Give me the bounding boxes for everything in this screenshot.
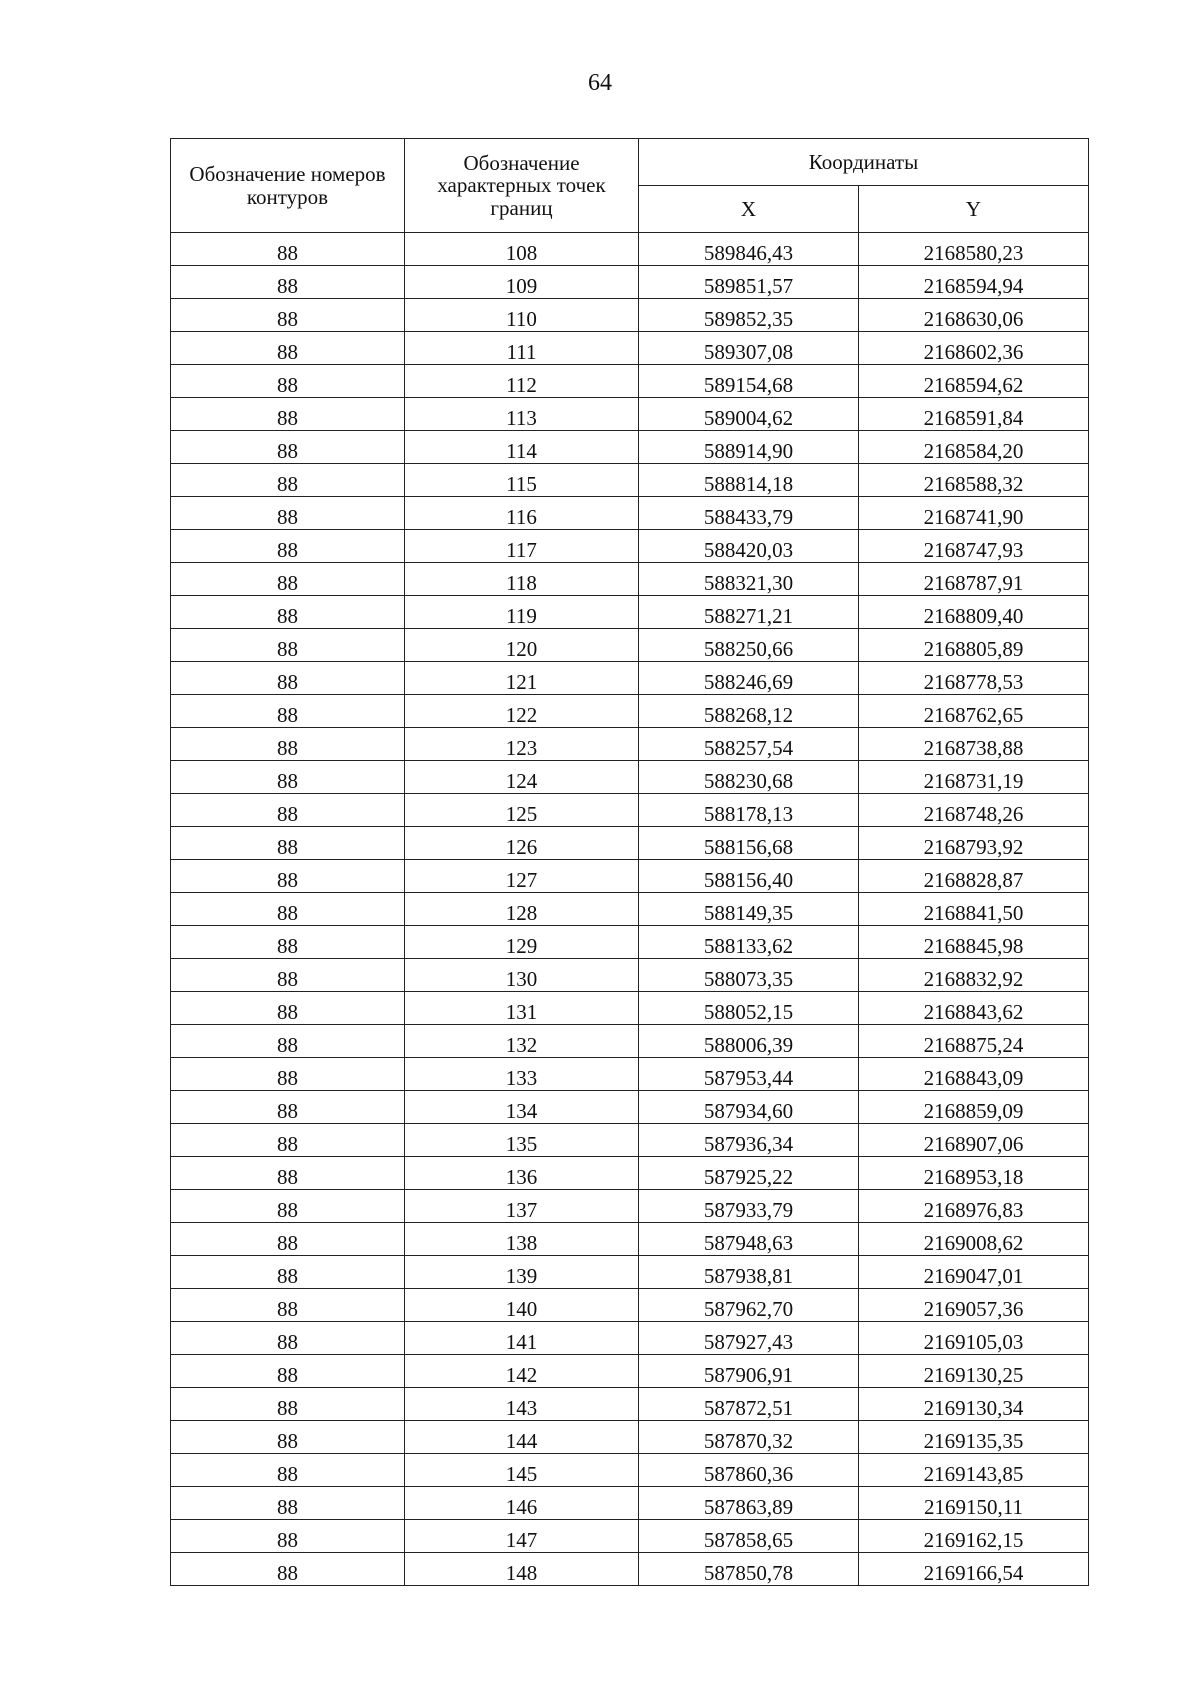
- cell-contour-number: 88: [171, 629, 405, 662]
- cell-point-number: 112: [405, 365, 639, 398]
- cell-x: 588006,39: [639, 1025, 859, 1058]
- cell-y: 2168875,24: [859, 1025, 1089, 1058]
- cell-contour-number: 88: [171, 233, 405, 266]
- table-row: [171, 464, 1089, 497]
- cell-contour-number: 88: [171, 1421, 405, 1454]
- cell-point-number: 137: [405, 1190, 639, 1223]
- table-row: [171, 1256, 1089, 1289]
- cell-x: 588178,13: [639, 794, 859, 827]
- cell-x: 588149,35: [639, 893, 859, 926]
- cell-y: 2168748,26: [859, 794, 1089, 827]
- cell-x: 587936,34: [639, 1124, 859, 1157]
- cell-y: 2169057,36: [859, 1289, 1089, 1322]
- cell-x: 588156,68: [639, 827, 859, 860]
- cell-x: 587962,70: [639, 1289, 859, 1322]
- cell-contour-number: 88: [171, 1553, 405, 1586]
- cell-y: 2168738,88: [859, 728, 1089, 761]
- cell-x: 588814,18: [639, 464, 859, 497]
- cell-x: 588420,03: [639, 530, 859, 563]
- cell-y: 2168832,92: [859, 959, 1089, 992]
- cell-y: 2169130,34: [859, 1388, 1089, 1421]
- cell-point-number: 135: [405, 1124, 639, 1157]
- cell-contour-number: 88: [171, 1487, 405, 1520]
- cell-point-number: 111: [405, 332, 639, 365]
- cell-point-number: 125: [405, 794, 639, 827]
- cell-x: 588246,69: [639, 662, 859, 695]
- table-row: [171, 1322, 1089, 1355]
- cell-x: 589846,43: [639, 233, 859, 266]
- cell-x: 588133,62: [639, 926, 859, 959]
- cell-contour-number: 88: [171, 1190, 405, 1223]
- cell-contour-number: 88: [171, 497, 405, 530]
- cell-point-number: 124: [405, 761, 639, 794]
- cell-x: 589307,08: [639, 332, 859, 365]
- cell-contour-number: 88: [171, 1289, 405, 1322]
- cell-point-number: 127: [405, 860, 639, 893]
- cell-y: 2168584,20: [859, 431, 1089, 464]
- cell-contour-number: 88: [171, 1091, 405, 1124]
- cell-point-number: 131: [405, 992, 639, 1025]
- cell-y: 2168843,62: [859, 992, 1089, 1025]
- cell-y: 2168778,53: [859, 662, 1089, 695]
- cell-y: 2168594,94: [859, 266, 1089, 299]
- cell-contour-number: 88: [171, 563, 405, 596]
- cell-point-number: 140: [405, 1289, 639, 1322]
- cell-contour-number: 88: [171, 1058, 405, 1091]
- cell-contour-number: 88: [171, 398, 405, 431]
- cell-x: 587872,51: [639, 1388, 859, 1421]
- table-row: [171, 1553, 1089, 1586]
- cell-point-number: 129: [405, 926, 639, 959]
- cell-x: 589154,68: [639, 365, 859, 398]
- cell-point-number: 119: [405, 596, 639, 629]
- cell-point-number: 123: [405, 728, 639, 761]
- cell-y: 2168809,40: [859, 596, 1089, 629]
- cell-y: 2168747,93: [859, 530, 1089, 563]
- cell-contour-number: 88: [171, 1157, 405, 1190]
- cell-point-number: 132: [405, 1025, 639, 1058]
- cell-x: 589851,57: [639, 266, 859, 299]
- cell-contour-number: 88: [171, 464, 405, 497]
- cell-y: 2169105,03: [859, 1322, 1089, 1355]
- table-row: [171, 926, 1089, 959]
- header-contour-number: Обозначение номеров контуров: [171, 139, 405, 233]
- cell-y: 2168591,84: [859, 398, 1089, 431]
- table-row: [171, 1454, 1089, 1487]
- table-row: [171, 233, 1089, 266]
- table-row: [171, 1025, 1089, 1058]
- table-row: [171, 662, 1089, 695]
- cell-contour-number: 88: [171, 1025, 405, 1058]
- cell-y: 2168845,98: [859, 926, 1089, 959]
- cell-contour-number: 88: [171, 266, 405, 299]
- cell-y: 2169150,11: [859, 1487, 1089, 1520]
- cell-point-number: 115: [405, 464, 639, 497]
- cell-contour-number: 88: [171, 662, 405, 695]
- cell-y: 2168580,23: [859, 233, 1089, 266]
- table-header: [171, 139, 1089, 233]
- cell-point-number: 148: [405, 1553, 639, 1586]
- table-row: [171, 794, 1089, 827]
- cell-y: 2169130,25: [859, 1355, 1089, 1388]
- cell-point-number: 145: [405, 1454, 639, 1487]
- cell-x: 587953,44: [639, 1058, 859, 1091]
- cell-contour-number: 88: [171, 1223, 405, 1256]
- cell-point-number: 120: [405, 629, 639, 662]
- table-row: [171, 431, 1089, 464]
- cell-point-number: 143: [405, 1388, 639, 1421]
- cell-y: 2169008,62: [859, 1223, 1089, 1256]
- cell-point-number: 108: [405, 233, 639, 266]
- cell-point-number: 113: [405, 398, 639, 431]
- cell-y: 2168907,06: [859, 1124, 1089, 1157]
- cell-point-number: 138: [405, 1223, 639, 1256]
- cell-x: 587933,79: [639, 1190, 859, 1223]
- table-row: [171, 497, 1089, 530]
- cell-point-number: 139: [405, 1256, 639, 1289]
- cell-y: 2168602,36: [859, 332, 1089, 365]
- cell-contour-number: 88: [171, 596, 405, 629]
- cell-x: 588257,54: [639, 728, 859, 761]
- cell-y: 2169047,01: [859, 1256, 1089, 1289]
- cell-x: 587906,91: [639, 1355, 859, 1388]
- cell-point-number: 133: [405, 1058, 639, 1091]
- table-row: [171, 1058, 1089, 1091]
- cell-y: 2169166,54: [859, 1553, 1089, 1586]
- table-row: [171, 1388, 1089, 1421]
- cell-point-number: 126: [405, 827, 639, 860]
- cell-x: 587863,89: [639, 1487, 859, 1520]
- cell-x: 587850,78: [639, 1553, 859, 1586]
- table-row: [171, 1157, 1089, 1190]
- header-x: X: [639, 186, 859, 233]
- cell-x: 587934,60: [639, 1091, 859, 1124]
- table-row: [171, 1223, 1089, 1256]
- table-row: [171, 332, 1089, 365]
- cell-point-number: 146: [405, 1487, 639, 1520]
- cell-y: 2169143,85: [859, 1454, 1089, 1487]
- cell-point-number: 144: [405, 1421, 639, 1454]
- cell-contour-number: 88: [171, 926, 405, 959]
- cell-x: 588230,68: [639, 761, 859, 794]
- table-row: [171, 761, 1089, 794]
- cell-contour-number: 88: [171, 761, 405, 794]
- cell-contour-number: 88: [171, 1355, 405, 1388]
- cell-x: 588250,66: [639, 629, 859, 662]
- cell-point-number: 136: [405, 1157, 639, 1190]
- table-body: [171, 233, 1089, 1586]
- cell-contour-number: 88: [171, 860, 405, 893]
- header-coordinates: Координаты: [639, 139, 1089, 186]
- cell-y: 2168594,62: [859, 365, 1089, 398]
- cell-y: 2168630,06: [859, 299, 1089, 332]
- table-row: [171, 1124, 1089, 1157]
- cell-contour-number: 88: [171, 1124, 405, 1157]
- table-row: [171, 992, 1089, 1025]
- cell-point-number: 110: [405, 299, 639, 332]
- cell-x: 588052,15: [639, 992, 859, 1025]
- cell-contour-number: 88: [171, 1256, 405, 1289]
- cell-point-number: 121: [405, 662, 639, 695]
- cell-y: 2168793,92: [859, 827, 1089, 860]
- cell-x: 587870,32: [639, 1421, 859, 1454]
- table-row: [171, 563, 1089, 596]
- cell-y: 2168787,91: [859, 563, 1089, 596]
- table-row: [171, 1091, 1089, 1124]
- cell-y: 2169162,15: [859, 1520, 1089, 1553]
- cell-y: 2168588,32: [859, 464, 1089, 497]
- cell-contour-number: 88: [171, 959, 405, 992]
- table-row: [171, 1190, 1089, 1223]
- cell-x: 587925,22: [639, 1157, 859, 1190]
- cell-x: 588271,21: [639, 596, 859, 629]
- cell-x: 587858,65: [639, 1520, 859, 1553]
- table-row: [171, 530, 1089, 563]
- cell-y: 2168805,89: [859, 629, 1089, 662]
- cell-x: 589004,62: [639, 398, 859, 431]
- header-y: Y: [859, 186, 1089, 233]
- table-row: [171, 299, 1089, 332]
- page-number: 64: [588, 70, 612, 96]
- cell-contour-number: 88: [171, 827, 405, 860]
- cell-point-number: 109: [405, 266, 639, 299]
- cell-contour-number: 88: [171, 728, 405, 761]
- cell-contour-number: 88: [171, 1322, 405, 1355]
- cell-y: 2168843,09: [859, 1058, 1089, 1091]
- cell-contour-number: 88: [171, 695, 405, 728]
- cell-point-number: 117: [405, 530, 639, 563]
- table-row: [171, 893, 1089, 926]
- cell-point-number: 130: [405, 959, 639, 992]
- table-row: [171, 728, 1089, 761]
- cell-x: 588433,79: [639, 497, 859, 530]
- cell-x: 588156,40: [639, 860, 859, 893]
- table-row: [171, 629, 1089, 662]
- cell-contour-number: 88: [171, 1520, 405, 1553]
- cell-x: 588914,90: [639, 431, 859, 464]
- table-row: [171, 827, 1089, 860]
- table-row: [171, 1421, 1089, 1454]
- cell-x: 588268,12: [639, 695, 859, 728]
- cell-point-number: 122: [405, 695, 639, 728]
- coordinates-table: [170, 138, 1089, 1586]
- cell-point-number: 141: [405, 1322, 639, 1355]
- cell-y: 2168953,18: [859, 1157, 1089, 1190]
- cell-x: 588073,35: [639, 959, 859, 992]
- cell-point-number: 114: [405, 431, 639, 464]
- cell-contour-number: 88: [171, 365, 405, 398]
- cell-contour-number: 88: [171, 893, 405, 926]
- table-row: [171, 596, 1089, 629]
- cell-point-number: 128: [405, 893, 639, 926]
- cell-y: 2168976,83: [859, 1190, 1089, 1223]
- cell-point-number: 118: [405, 563, 639, 596]
- cell-y: 2168859,09: [859, 1091, 1089, 1124]
- table-row: [171, 1355, 1089, 1388]
- cell-x: 587860,36: [639, 1454, 859, 1487]
- cell-point-number: 116: [405, 497, 639, 530]
- cell-contour-number: 88: [171, 794, 405, 827]
- cell-y: 2168828,87: [859, 860, 1089, 893]
- table-row: [171, 860, 1089, 893]
- cell-y: 2168741,90: [859, 497, 1089, 530]
- cell-point-number: 147: [405, 1520, 639, 1553]
- table-row: [171, 365, 1089, 398]
- table-row: [171, 1289, 1089, 1322]
- cell-contour-number: 88: [171, 299, 405, 332]
- cell-point-number: 134: [405, 1091, 639, 1124]
- cell-x: 589852,35: [639, 299, 859, 332]
- cell-point-number: 142: [405, 1355, 639, 1388]
- table-row: [171, 959, 1089, 992]
- table-row: [171, 266, 1089, 299]
- cell-contour-number: 88: [171, 992, 405, 1025]
- cell-contour-number: 88: [171, 332, 405, 365]
- table-row: [171, 398, 1089, 431]
- cell-y: 2168762,65: [859, 695, 1089, 728]
- cell-y: 2168841,50: [859, 893, 1089, 926]
- cell-x: 587927,43: [639, 1322, 859, 1355]
- header-boundary-point: Обозначение характерных точек границ: [405, 139, 639, 233]
- cell-contour-number: 88: [171, 530, 405, 563]
- cell-x: 588321,30: [639, 563, 859, 596]
- table-row: [171, 1520, 1089, 1553]
- cell-y: 2168731,19: [859, 761, 1089, 794]
- table-row: [171, 695, 1089, 728]
- cell-x: 587948,63: [639, 1223, 859, 1256]
- cell-contour-number: 88: [171, 431, 405, 464]
- cell-x: 587938,81: [639, 1256, 859, 1289]
- cell-contour-number: 88: [171, 1454, 405, 1487]
- cell-contour-number: 88: [171, 1388, 405, 1421]
- cell-y: 2169135,35: [859, 1421, 1089, 1454]
- table-row: [171, 1487, 1089, 1520]
